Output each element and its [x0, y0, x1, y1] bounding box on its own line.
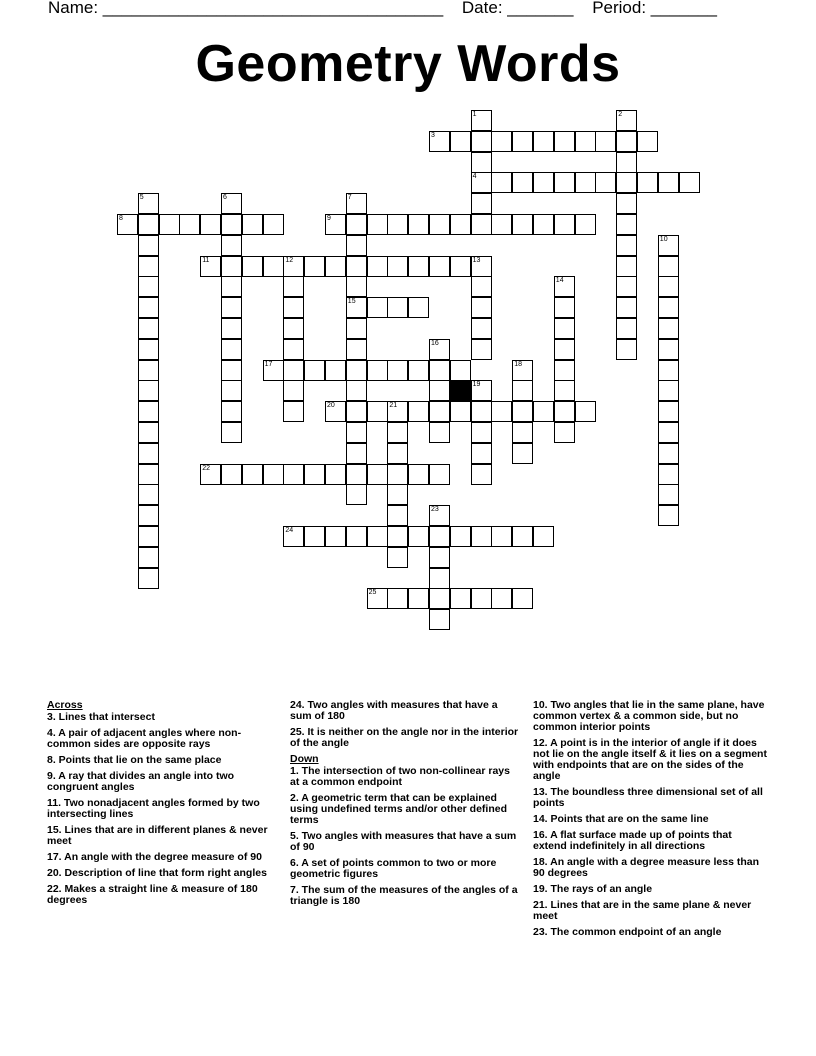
clue-number: 4 — [472, 173, 477, 181]
clue-number: 21 — [389, 402, 398, 410]
crossword-cell[interactable] — [367, 588, 388, 609]
crossword-cell[interactable] — [346, 297, 367, 318]
clue-number: 14 — [555, 277, 564, 285]
crossword-cell[interactable] — [325, 256, 346, 277]
crossword-cell[interactable] — [450, 256, 471, 277]
crossword-cell[interactable] — [429, 588, 450, 609]
crossword-cell[interactable] — [346, 464, 367, 485]
clues-column-3 — [533, 700, 768, 943]
across-clue: 3. Lines that intersect — [47, 711, 155, 723]
crossword-cell[interactable] — [283, 401, 304, 422]
crossword-cell[interactable] — [346, 443, 367, 464]
crossword-cell[interactable] — [283, 360, 304, 381]
across-clue: 9. A ray that divides an angle into two congruent angles — [47, 770, 235, 793]
crossword-cell[interactable] — [283, 318, 304, 339]
crossword-cell[interactable] — [408, 297, 429, 318]
clue-number: 17 — [264, 360, 273, 368]
crossword-cell[interactable] — [575, 214, 596, 235]
crossword-cell[interactable] — [346, 484, 367, 505]
across-clue: 8. Points that lie on the same place — [47, 754, 222, 766]
crossword-cell[interactable] — [658, 297, 679, 318]
crossword-cell[interactable] — [616, 110, 637, 131]
down-clue: 5. Two angles with measures that have a sum of 90 — [290, 830, 517, 853]
crossword-cell[interactable] — [138, 484, 159, 505]
down-clue: 18. An angle with a degree measure less than 90 degrees — [533, 856, 760, 879]
crossword-cell[interactable] — [138, 339, 159, 360]
crossword-cell[interactable] — [450, 526, 471, 547]
crossword-cell[interactable] — [616, 276, 637, 297]
crossword-cell[interactable] — [554, 339, 575, 360]
crossword-cell[interactable] — [429, 339, 450, 360]
crossword-cell[interactable] — [533, 401, 554, 422]
crossword-cell[interactable] — [221, 297, 242, 318]
crossword-cell[interactable] — [637, 172, 658, 193]
crossword-cell[interactable] — [658, 443, 679, 464]
crossword-cell[interactable] — [387, 360, 408, 381]
crossword-cell[interactable] — [450, 360, 471, 381]
crossword-cell[interactable] — [616, 193, 637, 214]
crossword-cell[interactable] — [471, 297, 492, 318]
period-field[interactable]: Period: _______ — [592, 0, 717, 17]
crossword-cell[interactable] — [616, 339, 637, 360]
crossword-cell[interactable] — [471, 318, 492, 339]
crossword-cell[interactable] — [554, 401, 575, 422]
crossword-cell[interactable] — [491, 588, 512, 609]
crossword-cell[interactable] — [138, 193, 159, 214]
crossword-cell[interactable] — [138, 422, 159, 443]
crossword-cell[interactable] — [595, 131, 616, 152]
crossword-cell[interactable] — [471, 526, 492, 547]
crossword-cell[interactable] — [450, 588, 471, 609]
crossword-cell[interactable] — [242, 214, 263, 235]
page-title: Geometry Words — [195, 35, 621, 93]
crossword-cell[interactable] — [554, 318, 575, 339]
crossword-cell[interactable] — [221, 318, 242, 339]
crossword-cell[interactable] — [658, 360, 679, 381]
crossword-cell[interactable] — [367, 464, 388, 485]
clue-number: 8 — [119, 215, 123, 222]
crossword-cell[interactable] — [304, 526, 325, 547]
crossword-cell[interactable] — [346, 401, 367, 422]
clue-number: 13 — [472, 256, 481, 264]
crossword-cell[interactable] — [367, 360, 388, 381]
crossword-cell[interactable] — [512, 443, 533, 464]
crossword-cell[interactable] — [387, 464, 408, 485]
clue-number: 2 — [618, 111, 623, 118]
crossword-cell[interactable] — [471, 152, 492, 173]
crossword-cell[interactable] — [325, 464, 346, 485]
crossword-cell[interactable] — [221, 464, 242, 485]
crossword-cell[interactable] — [471, 422, 492, 443]
crossword-cell[interactable] — [658, 339, 679, 360]
crossword-cell[interactable] — [263, 464, 284, 485]
crossword-cell[interactable] — [512, 131, 533, 152]
crossword-cell[interactable] — [387, 297, 408, 318]
crossword-cell[interactable] — [554, 172, 575, 193]
crossword-cell[interactable] — [408, 526, 429, 547]
crossword-cell[interactable] — [138, 214, 159, 235]
crossword-cell[interactable] — [429, 214, 450, 235]
crossword-cell[interactable] — [450, 214, 471, 235]
crossword-cell[interactable] — [658, 256, 679, 277]
down-clue: 16. A flat surface made up of points that extend indefinitely in all directions — [533, 829, 732, 852]
crossword-cell[interactable] — [221, 401, 242, 422]
crossword-cell[interactable] — [221, 339, 242, 360]
crossword-cell[interactable] — [263, 214, 284, 235]
crossword-cell[interactable] — [408, 464, 429, 485]
crossword-cell[interactable] — [304, 360, 325, 381]
crossword-cell[interactable] — [138, 235, 159, 256]
crossword-cell[interactable] — [512, 422, 533, 443]
crossword-cell[interactable] — [616, 297, 637, 318]
crossword-cell[interactable] — [304, 256, 325, 277]
crossword-cell[interactable] — [387, 443, 408, 464]
crossword-cell[interactable] — [283, 297, 304, 318]
crossword-cell[interactable] — [367, 526, 388, 547]
crossword-cell[interactable] — [408, 360, 429, 381]
name-field[interactable]: Name: ____________________________________ — [48, 0, 444, 17]
crossword-cell[interactable] — [512, 380, 533, 401]
across-clue: 22. Makes a straight line & measure of 180 degrees — [47, 883, 258, 906]
crossword-cell[interactable] — [221, 422, 242, 443]
crossword-cell[interactable] — [679, 172, 700, 193]
crossword-cell[interactable] — [575, 172, 596, 193]
crossword-cell[interactable] — [575, 401, 596, 422]
crossword-cell[interactable] — [471, 256, 492, 277]
crossword-cell[interactable] — [429, 526, 450, 547]
crossword-cell[interactable] — [387, 422, 408, 443]
crossword-cell[interactable] — [471, 401, 492, 422]
crossword-cell[interactable] — [138, 443, 159, 464]
clue-number: 12 — [285, 256, 294, 264]
crossword-cell[interactable] — [658, 484, 679, 505]
across-clue: 11. Two nonadjacent angles formed by two intersecting lines — [47, 797, 260, 820]
crossword-cell[interactable] — [138, 568, 159, 589]
clue-number: 1 — [472, 111, 477, 118]
clue-number: 3 — [431, 131, 435, 139]
across-clue: 25. It is neither on the angle nor in the interior of the angle — [290, 726, 519, 749]
down-clue: 12. A point is in the interior of angle if it does not lie on the angle itself & it lies on a segment with endpoints that are on the sides of the angle — [533, 737, 767, 782]
crossword-cell[interactable] — [138, 318, 159, 339]
crossword-cell[interactable] — [200, 464, 221, 485]
crossword-cell[interactable] — [429, 547, 450, 568]
crossword-cell[interactable] — [408, 401, 429, 422]
crossword-cell[interactable] — [429, 422, 450, 443]
down-clue: 21. Lines that are in the same plane & never meet — [533, 899, 752, 922]
crossword-cell[interactable] — [242, 464, 263, 485]
crossword-cell[interactable] — [138, 526, 159, 547]
crossword-cell[interactable] — [346, 422, 367, 443]
crossword-cell[interactable] — [346, 339, 367, 360]
crossword-cell[interactable] — [387, 256, 408, 277]
crossword-cell[interactable] — [429, 505, 450, 526]
clue-number: 6 — [223, 194, 227, 202]
crossword-cell[interactable] — [616, 214, 637, 235]
clue-number: 19 — [472, 381, 481, 389]
crossword-cell[interactable] — [658, 235, 679, 256]
date-field[interactable]: Date: _______ — [461, 0, 574, 17]
crossword-cell[interactable] — [491, 401, 512, 422]
crossword-cell[interactable] — [512, 214, 533, 235]
crossword-cell[interactable] — [429, 380, 450, 401]
crossword-cell[interactable] — [283, 256, 304, 277]
crossword-cell[interactable] — [117, 214, 138, 235]
crossword-cell[interactable] — [138, 276, 159, 297]
crossword-cell[interactable] — [471, 131, 492, 152]
clue-number: 20 — [327, 402, 335, 410]
crossword-cell[interactable] — [471, 464, 492, 485]
down-clue: 2. A geometric term that can be explained using undefined terms and/or other defined terms — [290, 792, 508, 826]
down-heading: Down — [290, 753, 319, 765]
crossword-cell[interactable] — [616, 131, 637, 152]
across-clue: 17. An angle with the degree measure of 90 — [47, 851, 262, 863]
crossword-cell[interactable] — [595, 172, 616, 193]
clue-number: 10 — [659, 235, 668, 243]
crossword-cell[interactable] — [450, 401, 471, 422]
crossword-cell[interactable] — [221, 214, 242, 235]
crossword-cell[interactable] — [637, 131, 658, 152]
crossword-cell[interactable] — [221, 360, 242, 381]
crossword-cell[interactable] — [138, 505, 159, 526]
clue-number: 5 — [139, 194, 144, 202]
clue-number: 16 — [431, 339, 439, 347]
crossword-cell[interactable] — [138, 401, 159, 422]
clue-number: 25 — [368, 589, 377, 597]
crossword-cell[interactable] — [138, 360, 159, 381]
crossword-cell[interactable] — [138, 256, 159, 277]
crossword-cell[interactable] — [200, 214, 221, 235]
crossword-cell[interactable] — [658, 318, 679, 339]
crossword-cell[interactable] — [221, 256, 242, 277]
crossword-cell[interactable] — [283, 380, 304, 401]
crossword-cell[interactable] — [491, 172, 512, 193]
crossword-cell[interactable] — [367, 297, 388, 318]
crossword-cell[interactable] — [554, 131, 575, 152]
crossword-cell[interactable] — [325, 401, 346, 422]
crossword-cell[interactable] — [533, 131, 554, 152]
crossword-cell[interactable] — [658, 505, 679, 526]
down-clue: 14. Points that are on the same line — [533, 813, 709, 825]
crossword-cell[interactable] — [283, 526, 304, 547]
crossword-cell[interactable] — [471, 443, 492, 464]
crossword-cell[interactable] — [429, 401, 450, 422]
crossword-cell[interactable] — [554, 422, 575, 443]
crossword-cell[interactable] — [491, 131, 512, 152]
crossword-cell[interactable] — [450, 131, 471, 152]
crossword-cell[interactable] — [346, 256, 367, 277]
down-clue: 13. The boundless three dimensional set of all points — [533, 786, 763, 809]
crossword-cell[interactable] — [325, 526, 346, 547]
down-clue: 23. The common endpoint of an angle — [533, 926, 722, 938]
crossword-cell[interactable] — [512, 401, 533, 422]
crossword-cell[interactable] — [263, 360, 284, 381]
crossword-cell[interactable] — [429, 256, 450, 277]
crossword-cell[interactable] — [533, 172, 554, 193]
crossword-cell[interactable] — [159, 214, 180, 235]
across-heading: Across — [47, 699, 83, 711]
crossword-cell[interactable] — [491, 526, 512, 547]
crossword-cell[interactable] — [575, 131, 596, 152]
crossword-cell[interactable] — [554, 214, 575, 235]
crossword-cell[interactable] — [138, 547, 159, 568]
crossword-cell[interactable] — [367, 256, 388, 277]
clues-column-2 — [290, 700, 522, 912]
crossword-cell[interactable] — [616, 152, 637, 173]
crossword-cell[interactable] — [221, 193, 242, 214]
crossword-cell[interactable] — [221, 235, 242, 256]
crossword-cell[interactable] — [658, 422, 679, 443]
crossword-cell[interactable] — [471, 172, 492, 193]
down-clue: 6. A set of points common to two or more geometric figures — [290, 857, 497, 880]
crossword-cell[interactable] — [346, 526, 367, 547]
crossword-cell[interactable] — [387, 588, 408, 609]
crossword-cell[interactable] — [533, 526, 554, 547]
clue-number: 23 — [431, 506, 439, 514]
crossword-cell[interactable] — [408, 588, 429, 609]
crossword-cell[interactable] — [554, 297, 575, 318]
crossword-cell[interactable] — [471, 110, 492, 131]
crossword-cell[interactable] — [616, 318, 637, 339]
crossword-cell[interactable] — [387, 526, 408, 547]
crossword-cell[interactable] — [387, 214, 408, 235]
crossword-cell[interactable] — [346, 380, 367, 401]
crossword-cell[interactable] — [616, 256, 637, 277]
crossword-cell[interactable] — [138, 380, 159, 401]
crossword-cell[interactable] — [242, 256, 263, 277]
down-clue: 1. The intersection of two non-collinear rays at a common endpoint — [290, 765, 510, 788]
clue-number: 11 — [202, 256, 210, 264]
crossword-cell[interactable] — [471, 380, 492, 401]
across-clue: 20. Description of line that form right angles — [47, 867, 267, 879]
clue-number: 9 — [327, 215, 331, 222]
crossword-cell[interactable] — [471, 193, 492, 214]
crossword-cell[interactable] — [408, 214, 429, 235]
clue-number: 22 — [202, 464, 210, 472]
crossword-cell[interactable] — [200, 256, 221, 277]
clue-number: 7 — [347, 194, 352, 202]
crossword-cell[interactable] — [346, 235, 367, 256]
crossword-cell[interactable] — [367, 401, 388, 422]
crossword-cell[interactable] — [554, 276, 575, 297]
across-clue: 24. Two angles with measures that have a sum of 180 — [290, 699, 498, 722]
crossword-cell[interactable] — [554, 380, 575, 401]
crossword-cell[interactable] — [658, 464, 679, 485]
crossword-cell[interactable] — [221, 380, 242, 401]
crossword-cell[interactable] — [429, 131, 450, 152]
crossword-cell[interactable] — [512, 172, 533, 193]
crossword-cell[interactable] — [387, 401, 408, 422]
crossword-cell[interactable] — [346, 318, 367, 339]
crossword-cell[interactable] — [658, 401, 679, 422]
crossword-black-cell — [450, 380, 471, 401]
crossword-cell[interactable] — [387, 505, 408, 526]
crossword-cell[interactable] — [283, 339, 304, 360]
crossword-cell[interactable] — [491, 214, 512, 235]
crossword-cell[interactable] — [346, 193, 367, 214]
crossword-cell[interactable] — [429, 464, 450, 485]
clues-column-1 — [47, 700, 277, 911]
crossword-cell[interactable] — [429, 609, 450, 630]
down-clue: 19. The rays of an angle — [533, 883, 653, 895]
crossword-cell[interactable] — [512, 588, 533, 609]
down-clue: 7. The sum of the measures of the angles of a triangle is 180 — [290, 884, 518, 907]
down-clue: 10. Two angles that lie in the same plane, have common vertex & a common side, but no common interior points — [533, 699, 765, 733]
crossword-cell[interactable] — [554, 360, 575, 381]
crossword-cell[interactable] — [387, 484, 408, 505]
crossword-cell[interactable] — [658, 276, 679, 297]
crossword-cell[interactable] — [346, 276, 367, 297]
clue-number: 15 — [347, 298, 356, 306]
crossword-cell[interactable] — [471, 214, 492, 235]
crossword-cell[interactable] — [346, 214, 367, 235]
crossword-cell[interactable] — [658, 380, 679, 401]
crossword-cell[interactable] — [325, 360, 346, 381]
crossword-cell[interactable] — [658, 172, 679, 193]
crossword-cell[interactable] — [471, 588, 492, 609]
crossword-cell[interactable] — [304, 464, 325, 485]
crossword-cell[interactable] — [346, 360, 367, 381]
crossword-cell[interactable] — [616, 235, 637, 256]
crossword-cell[interactable] — [471, 276, 492, 297]
crossword-cell[interactable] — [512, 526, 533, 547]
crossword-cell[interactable] — [283, 276, 304, 297]
crossword-cell[interactable] — [221, 276, 242, 297]
across-clue: 4. A pair of adjacent angles where non-common sides are opposite rays — [47, 727, 242, 750]
clue-number: 18 — [514, 360, 522, 368]
crossword-cell[interactable] — [429, 568, 450, 589]
crossword-cell[interactable] — [283, 464, 304, 485]
crossword-cell[interactable] — [367, 214, 388, 235]
crossword-cell[interactable] — [429, 360, 450, 381]
clue-number: 24 — [285, 527, 294, 534]
crossword-cell[interactable] — [138, 464, 159, 485]
crossword-cell[interactable] — [138, 297, 159, 318]
crossword-cell[interactable] — [533, 214, 554, 235]
crossword-cell[interactable] — [179, 214, 200, 235]
across-clue: 15. Lines that are in different planes & never meet — [47, 824, 268, 847]
crossword-cell[interactable] — [263, 256, 284, 277]
crossword-cell[interactable] — [387, 547, 408, 568]
crossword-cell[interactable] — [512, 360, 533, 381]
crossword-cell[interactable] — [325, 214, 346, 235]
crossword-cell[interactable] — [471, 339, 492, 360]
crossword-cell[interactable] — [616, 172, 637, 193]
crossword-cell[interactable] — [408, 256, 429, 277]
